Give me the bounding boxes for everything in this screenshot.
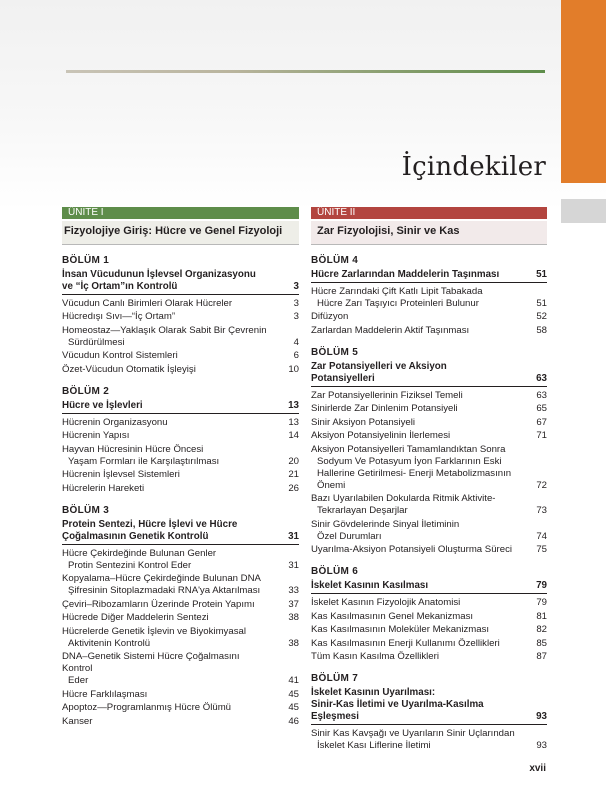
entry-title-line: Tekrarlayan Deşarjlar (317, 505, 408, 516)
toc-entry[interactable] (311, 417, 547, 429)
entry-title-line: Yaşam Formları ile Karşılaştırılması (68, 455, 220, 467)
entry-title (311, 269, 523, 281)
entry-title-line: Aksiyon Potansiyelleri Tamamlandıktan Sonra (311, 443, 506, 455)
entry-title-line: İskelet Kasının Fizyolojik Anatomisi (311, 597, 461, 608)
toc-entry[interactable] (62, 364, 299, 376)
entry-page-number: 87 (536, 651, 547, 662)
entry-title-line: Sinir Kas Kavşağı ve Uyarıların Sinir Uçlarından (311, 728, 515, 739)
chapter-tab-gray (561, 199, 606, 223)
toc-entry[interactable] (62, 716, 299, 728)
toc-entry[interactable] (311, 624, 547, 636)
entry-title (311, 430, 523, 442)
entry-title-line: Zar Potansiyelleri ve Aksiyon (311, 360, 447, 372)
entry-page-number: 4 (293, 336, 299, 348)
toc-entry[interactable] (311, 311, 547, 323)
entry-title-line: Protein Sentezi, Hücre İşlevi ve Hücre (62, 518, 238, 530)
entry-page-number: 93 (536, 740, 547, 751)
toc-entry[interactable] (62, 311, 299, 323)
entry-title-line: Hücre Zarlarından Maddelerin Taşınması (311, 268, 500, 280)
entry-title (311, 687, 523, 723)
chapter-title-entry[interactable] (311, 269, 547, 283)
entry-title-line: Kas Kasılmasının Genel Mekanizması (311, 610, 474, 622)
entry-title-line: Hayvan Hücresinin Hücre Öncesi (62, 443, 204, 455)
header-rule (66, 70, 545, 73)
entry-title (311, 544, 523, 556)
entry-title-line: Bazı Uyarılabilen Dokularda Ritmik Aktivite- (311, 493, 496, 504)
unit-2-column (311, 207, 547, 754)
toc-entry[interactable] (311, 325, 547, 337)
entry-page-number: 85 (536, 637, 547, 649)
entry-title-line: Kas Kasılmasının Moleküler Mekanizması (311, 624, 490, 635)
entry-title-line: Sinir Aksiyon Potansiyeli (311, 416, 415, 428)
entry-page-number: 3 (293, 311, 299, 322)
entry-title-line: Sinirlerde Zar Dinlenim Potansiyeli (311, 403, 458, 414)
entry-title-line: Protin Sentezini Kontrol Eder (68, 559, 192, 571)
entry-title-line: Hücrenin İşlevsel Sistemleri (62, 469, 180, 480)
chapter-title-entry[interactable] (311, 361, 547, 387)
chapter-title-entry[interactable] (311, 580, 547, 594)
entry-title (311, 361, 523, 385)
entry-title-line: Sinir-Kas İletimi ve Uyarılma-Kasılma (311, 699, 484, 710)
toc-entry[interactable] (62, 599, 299, 611)
entry-title (62, 364, 275, 376)
toc-entry[interactable] (311, 390, 547, 402)
entry-title (311, 390, 523, 402)
entry-title (62, 400, 275, 412)
entry-page-number: 58 (536, 324, 547, 336)
entry-title (62, 651, 275, 687)
toc-entry[interactable] (62, 612, 299, 624)
entry-title-line: İskelet Kasının Kasılması (311, 580, 429, 591)
toc-entry[interactable] (62, 483, 299, 495)
entry-page-number: 74 (536, 530, 547, 542)
entry-title-line: Aksiyon Potansiyelinin İlerlemesi (311, 430, 451, 441)
entry-title-line: Hücre ve İşlevleri (62, 399, 143, 411)
entry-title (62, 573, 275, 597)
chapter-title-entry[interactable] (62, 400, 299, 414)
entry-title (62, 298, 275, 310)
toc-entry[interactable] (62, 651, 299, 687)
entry-title (311, 519, 523, 543)
entry-title-line: Sürdürülmesi (68, 336, 125, 348)
entry-title (311, 403, 523, 415)
entry-title-line: Eşleşmesi (311, 711, 359, 722)
entry-page-number: 14 (288, 430, 299, 441)
entry-page-number: 63 (536, 389, 547, 401)
entry-title-line: Hücrede Diğer Maddelerin Sentezi (62, 612, 209, 623)
chapter-label: BÖLÜM 3 (62, 504, 110, 516)
chapter-label: BÖLÜM 7 (311, 673, 359, 684)
entry-title (311, 311, 523, 323)
entry-title-line: Kas Kasılmasının Enerji Kullanımı Özellikleri (311, 637, 500, 649)
entry-title-line: Hücrelerde Genetik İşlevin ve Biyokimyasal (62, 625, 246, 637)
entry-page-number: 3 (293, 297, 299, 309)
entry-title-line: Hücre Zarındaki Çift Katlı Lipit Tabakada (311, 285, 483, 297)
toc-entry[interactable] (62, 702, 299, 714)
toc-entry[interactable] (62, 469, 299, 481)
entry-title (62, 483, 275, 495)
entry-title (62, 311, 275, 323)
unit-1-column (62, 207, 299, 729)
entry-page-number: 93 (536, 711, 547, 722)
entry-page-number: 65 (536, 403, 547, 414)
entry-page-number: 38 (288, 612, 299, 623)
entry-title (311, 417, 523, 429)
entry-title-line: Zar Potansiyellerinin Fiziksel Temeli (311, 389, 463, 401)
entry-title (62, 702, 275, 714)
entry-title (311, 638, 523, 650)
entry-page-number: 72 (536, 479, 547, 491)
entry-page-number: 10 (288, 363, 299, 375)
entry-title-line: DNA–Genetik Sistemi Hücre Çoğalmasını Kontrol (62, 651, 240, 674)
toc-entry[interactable] (311, 403, 547, 415)
chapter-label: BÖLÜM 5 (311, 346, 359, 358)
entry-title (62, 612, 275, 624)
toc-entry[interactable] (62, 350, 299, 362)
page-number: xvii (529, 763, 546, 774)
entry-title-line: Hücrenin Organizasyonu (62, 416, 168, 428)
entry-page-number: 13 (288, 416, 299, 428)
entry-title-line: Önemi (317, 479, 346, 491)
entry-title (311, 624, 523, 636)
entry-page-number: 3 (293, 280, 299, 292)
entry-title-line: Hücre Zarı Taşıyıcı Proteinleri Bulunur (317, 297, 479, 309)
entry-page-number: 67 (536, 416, 547, 428)
entry-title (311, 325, 523, 337)
unit-label: ÜNİTE II (311, 207, 547, 219)
entry-page-number: 63 (536, 372, 547, 384)
chapter-label: BÖLÜM 2 (62, 385, 110, 397)
entry-title (62, 269, 275, 293)
chapter-label: BÖLÜM 6 (311, 566, 359, 577)
entry-title-line: Eder (68, 675, 89, 686)
entry-title-line: Difüzyon (311, 311, 349, 322)
entry-title (62, 716, 275, 728)
entry-title (62, 350, 275, 362)
entry-title-line: Çoğalmasının Genetik Kontrolü (62, 530, 209, 542)
entry-title (311, 728, 523, 752)
entry-title-line: Kanser (62, 715, 93, 727)
entry-page-number: 52 (536, 311, 547, 322)
entry-title-line: Hücre Çekirdeğinde Bulunan Genler (62, 547, 217, 559)
entry-title-line: Hücrelerin Hareketi (62, 482, 145, 494)
entry-page-number: 26 (288, 482, 299, 494)
entry-page-number: 20 (288, 455, 299, 467)
toc-entry[interactable] (62, 573, 299, 597)
entry-title (62, 325, 275, 349)
toc-entry[interactable] (62, 417, 299, 429)
entry-title-line: Vücudun Kontrol Sistemleri (62, 350, 178, 361)
entry-title-line: Hallerine Getirilmesi- Enerji Metabolizmasının (317, 467, 512, 479)
entry-title-line: Vücudun Canlı Birimleri Olarak Hücreler (62, 297, 233, 309)
entry-title-line: Potansiyelleri (311, 372, 375, 384)
entry-title (311, 580, 523, 592)
chapter-list (62, 255, 299, 728)
entry-title (62, 430, 275, 442)
entry-page-number: 46 (288, 715, 299, 727)
page-title: İçindekiler (401, 152, 546, 182)
toc-entry[interactable] (311, 444, 547, 492)
entry-page-number: 45 (288, 688, 299, 700)
toc-entry[interactable] (311, 651, 547, 663)
unit-title: Zar Fizyolojisi, Sinir ve Kas (311, 221, 547, 245)
toc-entry[interactable] (311, 430, 547, 442)
entry-title (62, 599, 275, 611)
entry-page-number: 75 (536, 544, 547, 555)
entry-title (311, 286, 523, 310)
toc-entry[interactable] (62, 626, 299, 650)
entry-title-line: Özel Durumları (317, 530, 382, 542)
toc-entry[interactable] (311, 519, 547, 543)
entry-title-line: İskelet Kasının Uyarılması: (311, 687, 436, 698)
entry-title (62, 689, 275, 701)
toc-entry[interactable] (62, 548, 299, 572)
entry-title (311, 493, 523, 517)
entry-page-number: 37 (288, 598, 299, 610)
entry-title-line: Apoptoz—Programlanmış Hücre Ölümü (62, 702, 232, 713)
entry-title-line: Sinir Gövdelerinde Sinyal İletiminin (311, 518, 460, 530)
entry-title-line: Sodyum Ve Potasyum İyon Farklarının Eski (317, 455, 502, 467)
toc-entry[interactable] (62, 325, 299, 349)
toc-entry[interactable] (311, 638, 547, 650)
entry-title-line: Şifresinin Sitoplazmadaki RNA'ya Aktarılması (68, 585, 261, 596)
entry-title-line: İskelet Kası Liflerine İletimi (317, 740, 431, 751)
entry-title (311, 611, 523, 623)
entry-title (62, 417, 275, 429)
entry-title-line: Çeviri–Ribozamların Üzerinde Protein Yapımı (62, 598, 255, 610)
entry-title (311, 444, 523, 492)
chapter-tab-orange (561, 0, 606, 183)
entry-title-line: Aktivitenin Kontrolü (68, 637, 151, 649)
entry-title-line: Kopyalama–Hücre Çekirdeğinde Bulunan DNA (62, 573, 261, 584)
chapter-label: BÖLÜM 4 (311, 254, 359, 266)
entry-title (311, 651, 523, 663)
chapter-title-entry[interactable] (62, 269, 299, 295)
entry-page-number: 81 (536, 610, 547, 622)
entry-title-line: Özet-Vücudun Otomatik İşleyişi (62, 363, 196, 375)
chapter-label: BÖLÜM 1 (62, 254, 110, 266)
toc-entry[interactable] (62, 430, 299, 442)
unit-label: ÜNİTE I (62, 207, 299, 219)
entry-title-line: Hücredışı Sıvı—“İç Ortam” (62, 311, 176, 322)
toc-entry[interactable] (62, 444, 299, 468)
chapter-list (311, 255, 547, 753)
chapter-title-entry[interactable] (62, 519, 299, 545)
entry-page-number: 71 (536, 430, 547, 441)
toc-entry[interactable] (311, 597, 547, 609)
entry-title-line: ve “İç Ortam”ın Kontrolü (62, 280, 178, 292)
entry-page-number: 82 (536, 624, 547, 635)
entry-page-number: 21 (288, 469, 299, 480)
entry-page-number: 73 (536, 505, 547, 516)
unit-title: Fizyolojiye Giriş: Hücre ve Genel Fizyoloji (62, 221, 299, 245)
entry-title-line: Hücre Farklılaşması (62, 688, 148, 700)
entry-title (62, 469, 275, 481)
entry-title-line: Hücrenin Yapısı (62, 430, 130, 441)
entry-page-number: 33 (288, 585, 299, 596)
entry-page-number: 79 (536, 597, 547, 608)
entry-page-number: 51 (536, 268, 547, 280)
entry-page-number: 31 (288, 559, 299, 571)
toc-entry[interactable] (311, 493, 547, 517)
toc-entry[interactable] (311, 544, 547, 556)
entry-title-line: Uyarılma-Aksiyon Potansiyeli Oluşturma Süreci (311, 544, 513, 555)
entry-page-number: 79 (536, 580, 547, 591)
toc-entry[interactable] (62, 298, 299, 310)
entry-title (62, 444, 275, 468)
entry-title-line: Homeostaz—Yaklaşık Olarak Sabit Bir Çevrenin (62, 324, 267, 336)
entry-title-line: İnsan Vücudunun İşlevsel Organizasyonu (62, 268, 256, 280)
entry-page-number: 6 (293, 350, 299, 361)
entry-title-line: Zarlardan Maddelerin Aktif Taşınması (311, 324, 470, 336)
toc-entry[interactable] (311, 286, 547, 310)
entry-page-number: 38 (288, 637, 299, 649)
entry-page-number: 45 (288, 702, 299, 713)
entry-page-number: 41 (288, 675, 299, 686)
entry-page-number: 13 (288, 399, 299, 411)
entry-page-number: 51 (536, 297, 547, 309)
toc-entry[interactable] (311, 728, 547, 752)
entry-title (62, 626, 275, 650)
entry-title-line: Tüm Kasın Kasılma Özellikleri (311, 651, 439, 662)
chapter-title-entry[interactable] (311, 687, 547, 725)
entry-title (62, 519, 275, 543)
toc-entry[interactable] (62, 689, 299, 701)
entry-title (311, 597, 523, 609)
entry-title (62, 548, 275, 572)
entry-page-number: 31 (288, 530, 299, 542)
toc-entry[interactable] (311, 611, 547, 623)
